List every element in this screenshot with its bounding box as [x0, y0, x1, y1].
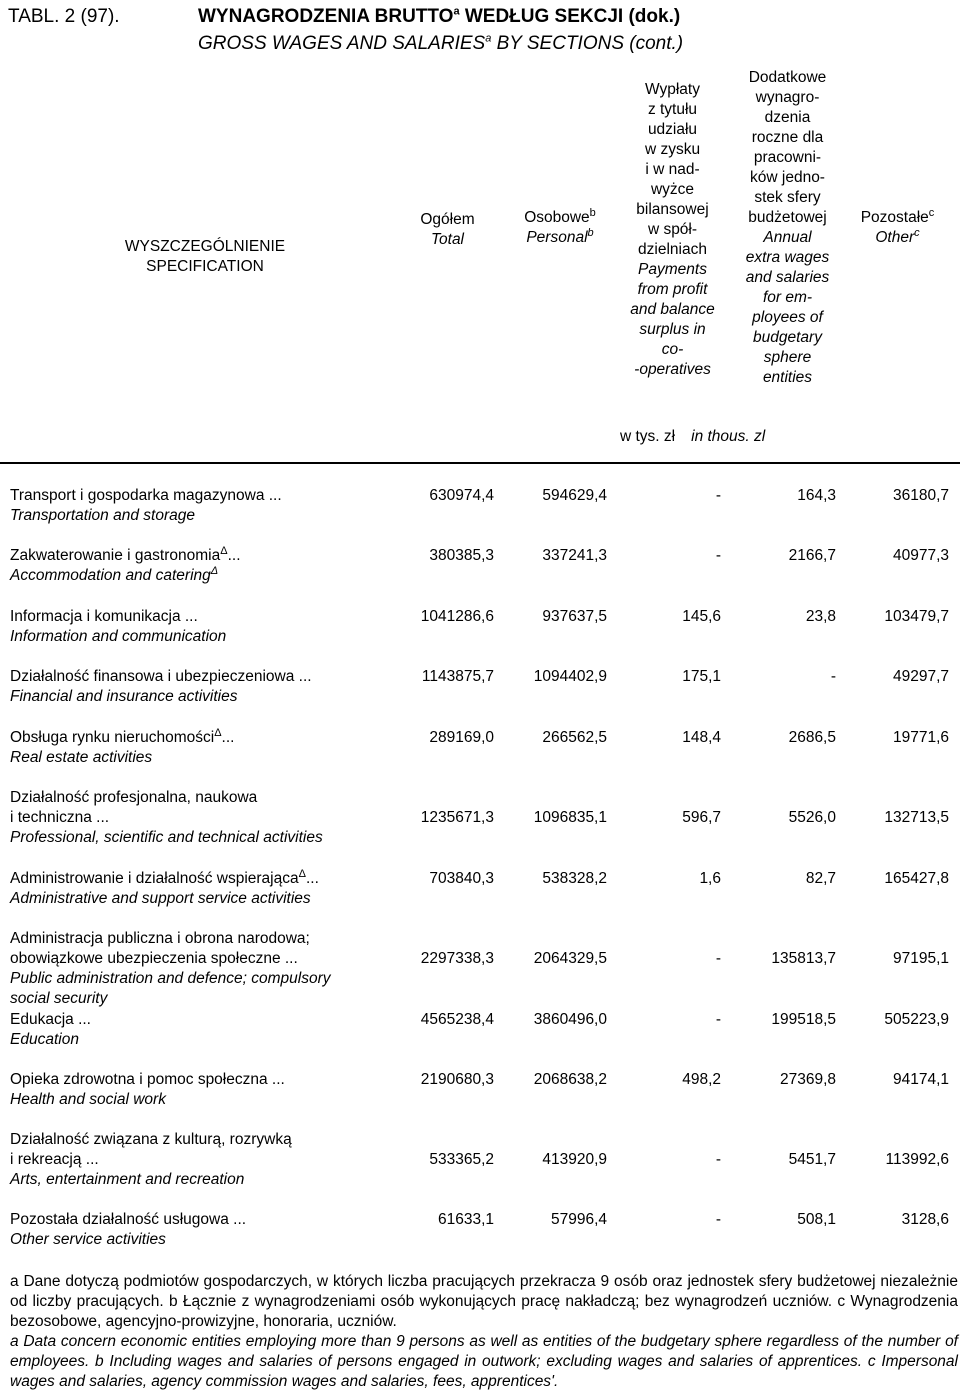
- row-label: [10, 788, 400, 848]
- cell-total: 2297338,3: [420, 950, 494, 967]
- header-payments-pl-line: Wypłaty: [645, 81, 700, 98]
- header-annual-en-line: extra wages: [745, 249, 830, 266]
- header-payments-en-line: and balance: [630, 301, 715, 318]
- header-annual-pl-line: ków jedno-: [750, 169, 825, 186]
- cell-total: 2190680,3: [420, 1071, 494, 1088]
- row-label-en: Public administration and defence; compulsory: [10, 970, 331, 987]
- cell-annual-extra: 5526,0: [788, 809, 836, 826]
- row-label-en: Administrative and support service activities: [10, 890, 311, 907]
- row-label-pl: Administracja publiczna i obrona narodowa;: [10, 930, 310, 947]
- footnotes: [10, 1272, 958, 1392]
- cell-personal: 538328,2: [542, 870, 607, 887]
- cell-personal: 413920,9: [542, 1151, 607, 1168]
- cell-annual-extra: 508,1: [797, 1211, 836, 1228]
- cell-annual-extra: 27369,8: [779, 1071, 836, 1088]
- header-annual-en-line: sphere: [763, 349, 812, 366]
- row-label: [10, 929, 400, 1009]
- cell-annual-extra: 2686,5: [788, 729, 836, 746]
- cell-payments: -: [715, 1151, 721, 1168]
- row-label-en: Arts, entertainment and recreation: [10, 1171, 245, 1188]
- cell-other: 505223,9: [884, 1011, 949, 1028]
- header-payments-pl-line: wyżce: [650, 181, 695, 198]
- header-annual-pl-line: Dodatkowe: [748, 69, 827, 86]
- row-label-pl: Działalność profesjonalna, naukowa: [10, 789, 258, 806]
- header-total: Ogółem Total: [420, 211, 475, 248]
- cell-other: 97195,1: [892, 950, 949, 967]
- cell-payments: -: [715, 487, 721, 504]
- header-payments-pl-line: bilansowej: [636, 201, 709, 218]
- row-label-pl: Informacja i komunikacja ...: [10, 608, 198, 625]
- row-label-en: Accommodation and catering$^\Delta$: [10, 564, 219, 584]
- row-label-pl: Pozostała działalność usługowa ...: [10, 1211, 247, 1228]
- cell-payments: 175,1: [682, 668, 721, 685]
- row-label-en: social security: [10, 990, 108, 1007]
- table-title: [8, 5, 958, 54]
- cell-personal: 337241,3: [542, 547, 607, 564]
- cell-other: 113992,6: [885, 1151, 949, 1168]
- cell-annual-extra: 23,8: [805, 608, 836, 625]
- cell-total: 1143875,7: [421, 668, 494, 685]
- cell-other: 36180,7: [892, 487, 949, 504]
- cell-total: 703840,3: [429, 870, 494, 887]
- header-other: Pozostałe$^c$ Other$^c$: [860, 206, 935, 246]
- row-label: [10, 1130, 400, 1190]
- cell-total: 1235671,3: [420, 809, 494, 826]
- cell-payments: 596,7: [682, 809, 721, 826]
- cell-payments: -: [715, 547, 721, 564]
- header-payments-pl-line: i w nad-: [645, 161, 700, 178]
- cell-personal: 937637,5: [542, 608, 607, 625]
- row-label: [10, 486, 400, 526]
- cell-payments: 145,6: [682, 608, 721, 625]
- header-annual-pl-line: pracowni-: [753, 149, 822, 166]
- header-payments-en-line: from profit: [637, 281, 708, 298]
- header-payments-pl-line: z tytułu: [647, 101, 698, 118]
- header-rule: [0, 462, 960, 464]
- cell-total: 1041286,6: [420, 608, 494, 625]
- cell-payments: -: [715, 950, 721, 967]
- footnote-pl: a Dane dotyczą podmiotów gospodarczych, w których liczba pracujących przekracza 9 osób oraz jednostek sfery budżetowej niezależnie od liczby pracujących. b Łącznie z wynagrodzeniami osób wykonujących pracę nakładczą; bez wynagrodzeń uczniów. c Wynagrodzenia bezosobowe, agencyjno-prowizyjne, honoraria, uczniów.: [10, 1273, 958, 1330]
- cell-personal: 2068638,2: [533, 1071, 607, 1088]
- cell-other: 165427,8: [884, 870, 949, 887]
- units-label: w tys. zł in thous. zl: [620, 428, 766, 445]
- row-label-pl: Transport i gospodarka magazynowa ...: [10, 487, 282, 504]
- header-specification: WYSZCZEGÓLNIENIE SPECIFICATION: [124, 238, 286, 275]
- header-payments-pl-line: w zysku: [644, 141, 701, 158]
- header-payments-en-line: co-: [661, 341, 684, 358]
- row-label-pl: Administrowanie i działalność wspierająca$^\Delta$...: [10, 867, 319, 887]
- table-number: TABL. 2 (97).: [8, 6, 120, 27]
- header-annual-en-line: Annual: [763, 229, 812, 246]
- row-label-pl: i rekreacją ...: [10, 1151, 99, 1168]
- title-pl: WYNAGRODZENIA BRUTTO$^a$ WEDŁUG SEKCJI (dok.): [198, 5, 681, 27]
- cell-annual-extra: 2166,7: [788, 547, 836, 564]
- row-label-pl: Działalność finansowa i ubezpieczeniowa ...: [10, 668, 312, 685]
- row-label-pl: Działalność związana z kulturą, rozrywką: [10, 1131, 292, 1148]
- row-label-en: Transportation and storage: [10, 507, 195, 524]
- cell-personal: 57996,4: [550, 1211, 607, 1228]
- cell-personal: 3860496,0: [533, 1011, 607, 1028]
- row-label-en: Real estate activities: [10, 749, 153, 766]
- cell-other: 19771,6: [892, 729, 949, 746]
- row-label: [10, 1210, 400, 1250]
- row-label: [10, 667, 400, 707]
- cell-personal: 1094402,9: [533, 668, 607, 685]
- header-payments-en-line: -operatives: [634, 361, 711, 378]
- cell-annual-extra: 82,7: [805, 870, 836, 887]
- cell-annual-extra: 135813,7: [771, 950, 836, 967]
- cell-other: 94174,1: [892, 1071, 949, 1088]
- cell-total: 4565238,4: [420, 1011, 494, 1028]
- cell-annual-extra: -: [830, 668, 836, 685]
- row-label-pl: Zakwaterowanie i gastronomia$^\Delta$...: [10, 544, 241, 564]
- cell-personal: 2064329,5: [533, 950, 607, 967]
- footnote-en: a Data concern economic entities employing more than 9 persons as well as entities of the budgetary sphere regardless of the number of employees. b Including wages and salaries of persons engaged in outwork; excluding wages and salaries of apprentices. c Impersonal wages and salaries, agency commission wages and salaries, fees, apprentices'.: [10, 1333, 958, 1390]
- row-label-en: Other service activities: [10, 1231, 166, 1248]
- row-label-en: Professional, scientific and technical activities: [10, 829, 323, 846]
- cell-other: 3128,6: [901, 1211, 949, 1228]
- row-label: [10, 607, 400, 647]
- cell-payments: 1,6: [699, 870, 721, 887]
- header-payments-pl-line: dzielniach: [638, 241, 707, 258]
- header-annual-en-line: ployees of: [752, 309, 823, 326]
- cell-total: 533365,2: [429, 1151, 494, 1168]
- header-annual-pl-line: dzenia: [764, 109, 811, 126]
- row-label-pl: Opieka zdrowotna i pomoc społeczna ...: [10, 1071, 285, 1088]
- row-label-pl: i techniczna ...: [10, 809, 110, 826]
- cell-total: 61633,1: [437, 1211, 494, 1228]
- table-header: [0, 62, 960, 462]
- header-annual-pl-line: budżetowej: [748, 209, 827, 226]
- header-payments-en-line: surplus in: [639, 321, 706, 338]
- row-label-pl: Obsługa rynku nieruchomości$^\Delta$...: [10, 726, 235, 746]
- header-payments: [615, 80, 730, 380]
- row-label-en: Information and communication: [10, 628, 227, 645]
- cell-annual-extra: 5451,7: [788, 1151, 836, 1168]
- row-label-en: Health and social work: [10, 1091, 166, 1108]
- row-label: [10, 728, 400, 768]
- row-label-en: Education: [10, 1031, 79, 1048]
- cell-other: 49297,7: [892, 668, 949, 685]
- cell-personal: 1096835,1: [533, 809, 607, 826]
- header-annual-pl-line: roczne dla: [751, 129, 824, 146]
- cell-total: 630974,4: [429, 487, 494, 504]
- header-annual-en-line: budgetary: [753, 329, 822, 346]
- cell-personal: 266562,5: [542, 729, 607, 746]
- title-en: GROSS WAGES AND SALARIES$^a$ BY SECTIONS (cont.): [198, 32, 684, 54]
- header-annual-pl-line: wynagro-: [755, 89, 820, 106]
- cell-personal: 594629,4: [542, 487, 607, 504]
- row-label-en: Financial and insurance activities: [10, 688, 238, 705]
- cell-annual-extra: 199518,5: [771, 1011, 836, 1028]
- cell-other: 40977,3: [892, 547, 949, 564]
- cell-total: 380385,3: [429, 547, 494, 564]
- row-label: [10, 1070, 400, 1110]
- row-label-pl: obowiązkowe ubezpieczenia społeczne ...: [10, 950, 298, 967]
- cell-annual-extra: 164,3: [797, 487, 836, 504]
- header-payments-pl-line: w spół-: [647, 221, 698, 238]
- header-annual-pl-line: stek sfery: [754, 189, 821, 206]
- header-payments-pl-line: udziału: [647, 121, 698, 138]
- header-annual-en-line: and salaries: [745, 269, 830, 286]
- row-label: [10, 546, 400, 586]
- header-annual-extra: [730, 68, 845, 388]
- row-label-pl: Edukacja ...: [10, 1011, 91, 1028]
- cell-payments: -: [715, 1011, 721, 1028]
- row-label: [10, 869, 400, 909]
- cell-payments: 498,2: [682, 1071, 721, 1088]
- cell-payments: 148,4: [682, 729, 721, 746]
- cell-payments: -: [715, 1211, 721, 1228]
- cell-other: 132713,5: [884, 809, 949, 826]
- row-label: [10, 1010, 400, 1050]
- cell-other: 103479,7: [884, 608, 949, 625]
- header-payments-en-line: Payments: [638, 261, 707, 278]
- cell-total: 289169,0: [429, 729, 494, 746]
- header-annual-en-line: entities: [762, 369, 813, 386]
- header-annual-en-line: for em-: [762, 289, 813, 306]
- header-personal: Osobowe$^b$ Personal$^b$: [524, 206, 596, 246]
